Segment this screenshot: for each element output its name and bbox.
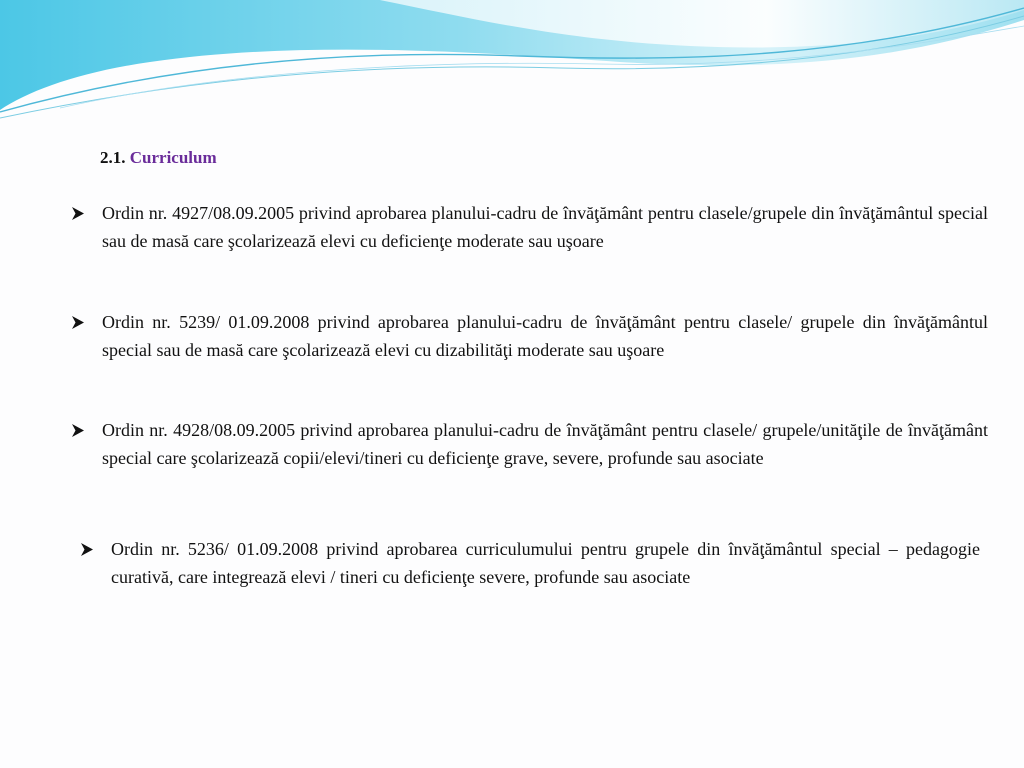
list-item	[72, 417, 988, 472]
section-title: Curriculum	[129, 148, 217, 167]
arrow-bullet-icon	[72, 424, 84, 437]
header-wave-decoration	[0, 0, 1024, 130]
list-item	[72, 200, 988, 255]
list-item-text: Ordin nr. 5239/ 01.09.2008 privind aprobarea planului-cadru de învăţământ pentru clasele/ grupele din învăţământul special sau de masă care şcolarizează elevi cu dizabilităţi moderate sau uşoare	[102, 312, 988, 360]
list-item-text: Ordin nr. 5236/ 01.09.2008 privind aprobarea curriculumului pentru grupele din învăţământul special – pedagogie curativă, care integrează elevi / tineri cu deficienţe severe, profunde sau asociate	[111, 539, 980, 587]
list-item	[72, 309, 988, 364]
section-heading	[100, 146, 217, 170]
arrow-bullet-icon	[81, 543, 93, 556]
list-item-text: Ordin nr. 4928/08.09.2005 privind aprobarea planului-cadru de învăţământ pentru clasele/ grupele/unităţile de învăţământ special care şcolarizează copii/elevi/tineri cu deficienţe grave, severe, profunde sau asociate	[102, 420, 988, 468]
section-number: 2.1.	[100, 148, 126, 167]
list-item-text: Ordin nr. 4927/08.09.2005 privind aprobarea planului-cadru de învăţământ pentru clasele/grupele din învăţământul special sau de masă care şcolarizează elevi cu deficienţe moderate sau uşoare	[102, 203, 988, 251]
arrow-bullet-icon	[72, 316, 84, 329]
list-item	[81, 536, 980, 591]
arrow-bullet-icon	[72, 207, 84, 220]
